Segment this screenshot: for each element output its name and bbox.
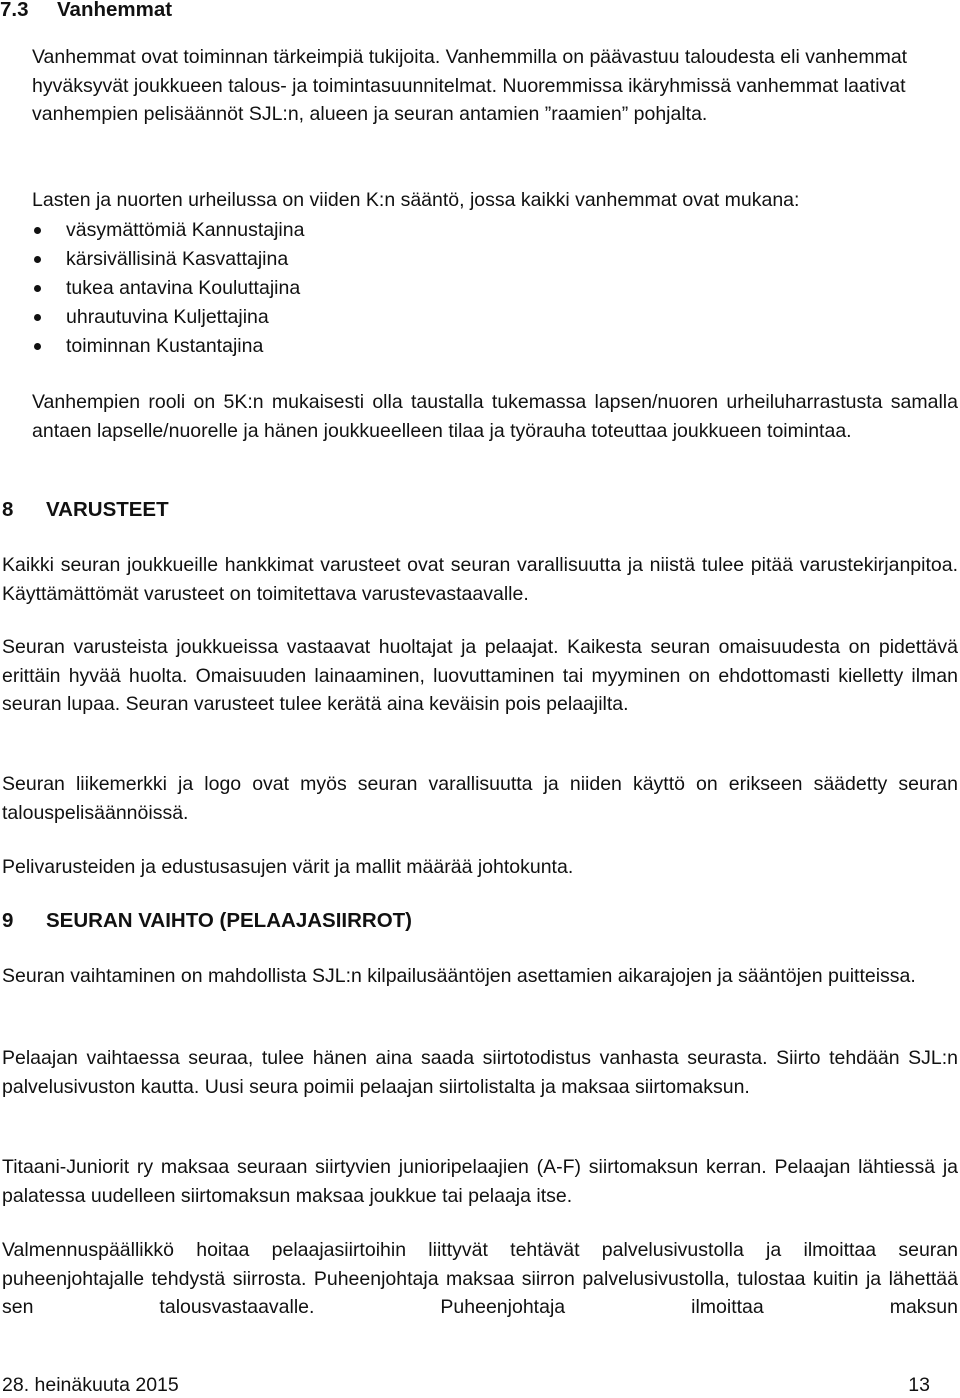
bullet-icon [34,256,41,263]
section-heading-8 [2,497,169,523]
list-item-text: tukea antavina Kouluttajina [66,277,301,299]
paragraph: Seuran vaihtaminen on mahdollista SJL:n kilpailusääntöjen asettamien aikarajojen ja sääntöjen puitteissa. [2,965,916,987]
paragraph: Vanhempien rooli on 5K:n mukaisesti olla taustalla tukemassa lapsen/nuoren urheiluharrastusta samalla antaen lapselle/nuorelle ja hänen joukkueelleen tilaa ja työrauha toteuttaa joukkueen toimintaa. [32,391,958,442]
bullet-list [32,216,732,361]
paragraph: Pelivarusteiden ja edustusasujen värit ja mallit määrää johtokunta. [2,856,574,878]
list-item-text: toiminnan Kustantajina [66,335,264,357]
list-item [32,245,732,274]
bullet-icon [34,314,41,321]
section-number: 8 [2,498,14,521]
paragraph: Kaikki seuran joukkueille hankkimat varusteet ovat seuran varallisuutta ja niistä tulee pitää varustekirjanpitoa. Käyttämättömät varusteet on toimitettava varustevastaavalle. [2,554,958,605]
footer-date: 28. heinäkuuta 2015 [2,1374,179,1396]
paragraph: Vanhemmat ovat toiminnan tärkeimpiä tukijoita. Vanhemmilla on päävastuu taloudesta eli vanhemmat hyväksyvät joukkueen talous- ja toimintasuunnitelmat. Nuoremmissa ikäryhmissä vanhemmat laativat vanhempien pelisäännöt SJL:n, alueen ja seuran antamien ”raamien” pohjalta. [32,46,908,125]
footer-page-number: 13 [908,1374,930,1396]
section-title: VARUSTEET [46,498,169,521]
section-heading-7-3 [0,0,172,23]
list-item-text: uhrautuvina Kuljettajina [66,306,269,328]
section-number: 7.3 [0,0,29,21]
list-item-text: väsymättömiä Kannustajina [66,219,305,241]
list-item [32,274,732,303]
section-heading-9 [2,908,412,934]
section-title: Vanhemmat [57,0,173,21]
paragraph: Lasten ja nuorten urheilussa on viiden K:n sääntö, jossa kaikki vanhemmat ovat mukana: [32,189,800,211]
section-title: SEURAN VAIHTO (PELAAJASIIRROT) [46,909,412,932]
paragraph: Pelaajan vaihtaessa seuraa, tulee hänen aina saada siirtotodistus vanhasta seurasta. Siirto tehdään SJL:n palvelusivuston kautta. Uusi seura poimii pelaajan siirtolistalta ja maksaa siirtomaksun. [2,1047,958,1098]
paragraph: Seuran varusteista joukkueissa vastaavat huoltajat ja pelaajat. Kaikesta seuran omaisuudesta on pidettävä erittäin hyvää huolta. Omaisuuden lainaaminen, luovuttaminen tai myyminen on ehdottomasti kielletty ilman seuran lupaa. Seuran varusteet tulee kerätä aina keväisin pois pelaajilta. [2,636,958,715]
list-item [32,332,732,361]
bullet-icon [34,285,41,292]
section-number: 9 [2,909,14,932]
list-item [32,303,732,332]
paragraph: Seuran liikemerkki ja logo ovat myös seuran varallisuutta ja niiden käyttö on erikseen säädetty seuran talouspelisäännöissä. [2,773,958,824]
list-item [32,216,732,245]
bullet-icon [34,343,41,350]
paragraph: Titaani-Juniorit ry maksaa seuraan siirtyvien junioripelaajien (A-F) siirtomaksun kerran. Pelaajan lähtiessä ja palatessa uudelleen siirtomaksun maksaa joukkue tai pelaaja itse. [2,1156,958,1207]
paragraph: Valmennuspäällikkö hoitaa pelaajasiirtoihin liittyvät tehtävät palvelusivustolla ja ilmoittaa seuran puheenjohtajalle tehdystä siirrosta. Puheenjohtaja maksaa siirron palvelusivustolla, tulostaa kuitin ja lähettää sen talousvastaavalle. Puheenjohtaja ilmoittaa maksun [2,1239,958,1318]
bullet-icon [34,227,41,234]
list-item-text: kärsivällisinä Kasvattajina [66,248,289,270]
